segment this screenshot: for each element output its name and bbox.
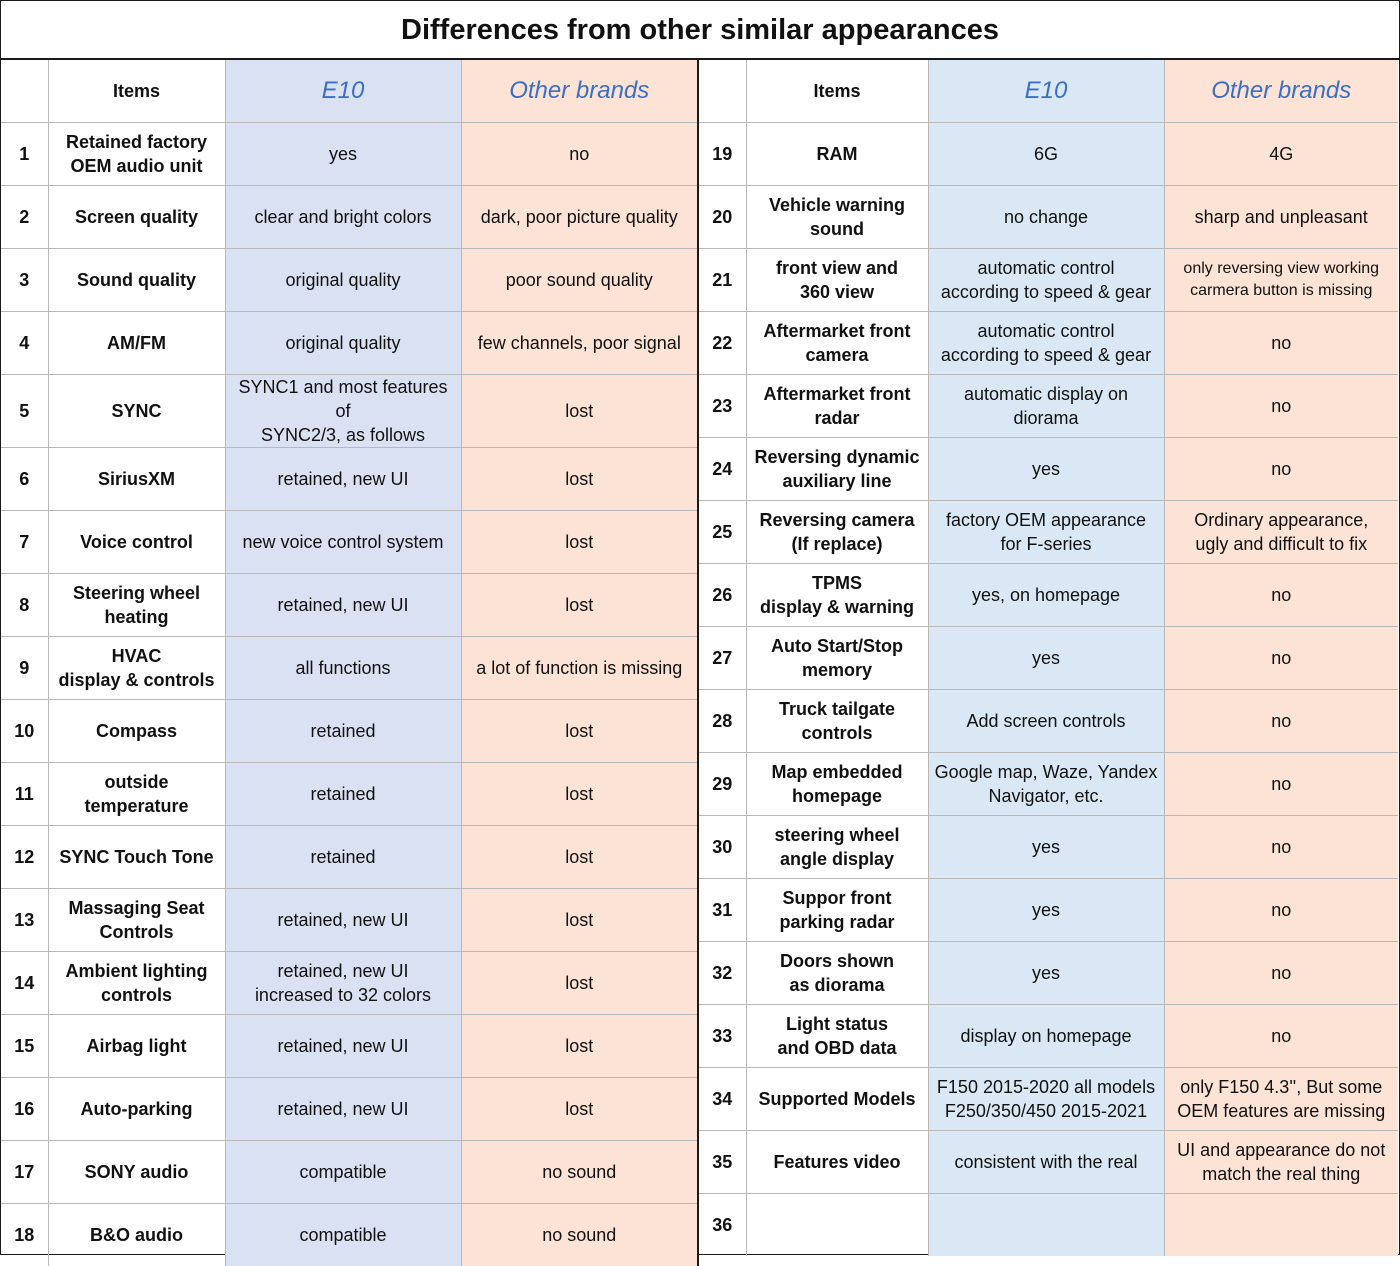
- row-item: Screen quality: [48, 186, 225, 249]
- row-number: 28: [699, 690, 746, 753]
- row-number: 19: [699, 123, 746, 186]
- row-item: Auto Start/Stop memory: [746, 627, 928, 690]
- row-other-value: lost: [461, 511, 698, 574]
- row-e10-value: SYNC1 and most features of SYNC2/3, as follows: [225, 375, 461, 448]
- table-row: [699, 186, 1398, 249]
- row-item: Voice control: [48, 511, 225, 574]
- row-e10-value: automatic display on diorama: [928, 375, 1164, 438]
- table-row: [699, 312, 1398, 375]
- row-number: 29: [699, 753, 746, 816]
- row-number: 31: [699, 879, 746, 942]
- row-other-value: sharp and unpleasant: [1164, 186, 1398, 249]
- row-item: Compass: [48, 700, 225, 763]
- table-row: [699, 249, 1398, 312]
- row-e10-value: yes: [928, 816, 1164, 879]
- row-item: HVAC display & controls: [48, 637, 225, 700]
- comparison-table-left: [1, 60, 699, 1266]
- row-item: Reversing dynamic auxiliary line: [746, 438, 928, 501]
- table-row: [699, 690, 1398, 753]
- row-item: outside temperature: [48, 763, 225, 826]
- table-row: [699, 627, 1398, 690]
- row-e10-value: retained, new UI: [225, 1015, 461, 1078]
- row-other-value: lost: [461, 1078, 698, 1141]
- row-number: 27: [699, 627, 746, 690]
- row-number: 11: [1, 763, 48, 826]
- row-other-value: no: [1164, 375, 1398, 438]
- table-row: [1, 448, 698, 511]
- row-item: Sound quality: [48, 249, 225, 312]
- header-e10: E10: [928, 60, 1164, 123]
- row-other-value: lost: [461, 375, 698, 448]
- row-item: Aftermarket front radar: [746, 375, 928, 438]
- row-e10-value: F150 2015-2020 all models F250/350/450 2015-2021: [928, 1068, 1164, 1131]
- header-items: Items: [746, 60, 928, 123]
- row-item: Retained factory OEM audio unit: [48, 123, 225, 186]
- row-other-value: dark, poor picture quality: [461, 186, 698, 249]
- row-other-value: no sound: [461, 1141, 698, 1204]
- header-other-brands: Other brands: [1164, 60, 1398, 123]
- row-number: 21: [699, 249, 746, 312]
- header-row: [699, 60, 1398, 123]
- row-e10-value: yes: [928, 627, 1164, 690]
- row-other-value: lost: [461, 1015, 698, 1078]
- row-item: AM/FM: [48, 312, 225, 375]
- row-number: 33: [699, 1005, 746, 1068]
- row-e10-value: compatible: [225, 1204, 461, 1266]
- row-number: 1: [1, 123, 48, 186]
- row-e10-value: clear and bright colors: [225, 186, 461, 249]
- table-row: [1, 312, 698, 375]
- row-e10-value: retained: [225, 826, 461, 889]
- row-number: 22: [699, 312, 746, 375]
- row-e10-value: [928, 1194, 1164, 1257]
- row-other-value: lost: [461, 448, 698, 511]
- table-row: [1, 186, 698, 249]
- row-number: 35: [699, 1131, 746, 1194]
- row-e10-value: retained: [225, 700, 461, 763]
- row-e10-value: retained, new UI increased to 32 colors: [225, 952, 461, 1015]
- row-item: Doors shown as diorama: [746, 942, 928, 1005]
- table-row: [1, 511, 698, 574]
- row-item: Light status and OBD data: [746, 1005, 928, 1068]
- row-item: Vehicle warning sound: [746, 186, 928, 249]
- row-e10-value: retained, new UI: [225, 448, 461, 511]
- row-item: Reversing camera (If replace): [746, 501, 928, 564]
- row-number: 23: [699, 375, 746, 438]
- row-other-value: lost: [461, 952, 698, 1015]
- row-item: [746, 1194, 928, 1257]
- row-number: 15: [1, 1015, 48, 1078]
- row-other-value: no: [1164, 753, 1398, 816]
- row-item: Auto-parking: [48, 1078, 225, 1141]
- row-other-value: few channels, poor signal: [461, 312, 698, 375]
- row-item: steering wheel angle display: [746, 816, 928, 879]
- row-item: Steering wheel heating: [48, 574, 225, 637]
- header-e10: E10: [225, 60, 461, 123]
- row-number: 24: [699, 438, 746, 501]
- row-number: 30: [699, 816, 746, 879]
- row-e10-value: yes: [928, 438, 1164, 501]
- row-other-value: no: [1164, 564, 1398, 627]
- row-number: 4: [1, 312, 48, 375]
- row-number: 8: [1, 574, 48, 637]
- header-num: [1, 60, 48, 123]
- table-row: [1, 249, 698, 312]
- row-item: B&O audio: [48, 1204, 225, 1266]
- row-other-value: no: [1164, 312, 1398, 375]
- row-e10-value: automatic control according to speed & gear: [928, 249, 1164, 312]
- row-number: 16: [1, 1078, 48, 1141]
- table-row: [1, 700, 698, 763]
- table-row: [1, 952, 698, 1015]
- row-e10-value: original quality: [225, 312, 461, 375]
- row-e10-value: retained, new UI: [225, 889, 461, 952]
- row-other-value: no: [1164, 1005, 1398, 1068]
- table-row: [699, 816, 1398, 879]
- row-e10-value: yes: [225, 123, 461, 186]
- row-number: 34: [699, 1068, 746, 1131]
- row-other-value: lost: [461, 763, 698, 826]
- row-number: 32: [699, 942, 746, 1005]
- table-row: [1, 826, 698, 889]
- row-item: SONY audio: [48, 1141, 225, 1204]
- row-other-value: no sound: [461, 1204, 698, 1266]
- row-other-value: only reversing view working carmera button is missing: [1164, 249, 1398, 312]
- row-e10-value: Add screen controls: [928, 690, 1164, 753]
- comparison-table-right: [699, 60, 1398, 1256]
- row-other-value: no: [1164, 690, 1398, 753]
- table-row: [1, 1015, 698, 1078]
- row-number: 13: [1, 889, 48, 952]
- row-number: 26: [699, 564, 746, 627]
- table-row: [1, 123, 698, 186]
- row-item: SYNC: [48, 375, 225, 448]
- row-item: Airbag light: [48, 1015, 225, 1078]
- table-row: [699, 753, 1398, 816]
- table-row: [699, 564, 1398, 627]
- row-item: SYNC Touch Tone: [48, 826, 225, 889]
- row-number: 10: [1, 700, 48, 763]
- row-item: RAM: [746, 123, 928, 186]
- table-row: [699, 438, 1398, 501]
- row-other-value: [1164, 1194, 1398, 1257]
- row-number: 18: [1, 1204, 48, 1266]
- row-other-value: no: [461, 123, 698, 186]
- row-e10-value: yes: [928, 879, 1164, 942]
- header-num: [699, 60, 746, 123]
- row-item: Massaging Seat Controls: [48, 889, 225, 952]
- row-other-value: lost: [461, 889, 698, 952]
- row-e10-value: yes, on homepage: [928, 564, 1164, 627]
- row-e10-value: Google map, Waze, Yandex Navigator, etc.: [928, 753, 1164, 816]
- row-e10-value: yes: [928, 942, 1164, 1005]
- row-e10-value: consistent with the real: [928, 1131, 1164, 1194]
- table-row: [699, 123, 1398, 186]
- row-number: 20: [699, 186, 746, 249]
- row-number: 9: [1, 637, 48, 700]
- table-row: [1, 889, 698, 952]
- row-item: TPMS display & warning: [746, 564, 928, 627]
- table-row: [1, 1204, 698, 1266]
- tables-container: [1, 60, 1399, 1254]
- row-e10-value: retained, new UI: [225, 1078, 461, 1141]
- row-other-value: lost: [461, 574, 698, 637]
- table-row: [699, 942, 1398, 1005]
- header-items: Items: [48, 60, 225, 123]
- row-number: 12: [1, 826, 48, 889]
- row-other-value: 4G: [1164, 123, 1398, 186]
- row-e10-value: compatible: [225, 1141, 461, 1204]
- row-item: Truck tailgate controls: [746, 690, 928, 753]
- row-number: 7: [1, 511, 48, 574]
- row-other-value: Ordinary appearance, ugly and difficult to fix: [1164, 501, 1398, 564]
- row-number: 5: [1, 375, 48, 448]
- row-other-value: UI and appearance do not match the real thing: [1164, 1131, 1398, 1194]
- header-row: [1, 60, 698, 123]
- row-e10-value: no change: [928, 186, 1164, 249]
- table-row: [699, 1068, 1398, 1131]
- row-number: 14: [1, 952, 48, 1015]
- page-title: Differences from other similar appearances: [1, 1, 1399, 60]
- row-number: 6: [1, 448, 48, 511]
- table-row: [1, 574, 698, 637]
- row-e10-value: automatic control according to speed & gear: [928, 312, 1164, 375]
- table-row: [1, 1141, 698, 1204]
- row-item: Aftermarket front camera: [746, 312, 928, 375]
- row-other-value: no: [1164, 942, 1398, 1005]
- row-e10-value: original quality: [225, 249, 461, 312]
- header-other-brands: Other brands: [461, 60, 698, 123]
- row-e10-value: new voice control system: [225, 511, 461, 574]
- row-other-value: lost: [461, 826, 698, 889]
- row-other-value: lost: [461, 700, 698, 763]
- row-item: Supported Models: [746, 1068, 928, 1131]
- table-row: [699, 501, 1398, 564]
- table-row: [699, 375, 1398, 438]
- table-row: [699, 1005, 1398, 1068]
- row-other-value: poor sound quality: [461, 249, 698, 312]
- row-item: Map embedded homepage: [746, 753, 928, 816]
- row-number: 36: [699, 1194, 746, 1257]
- table-row: [699, 1131, 1398, 1194]
- row-item: Ambient lighting controls: [48, 952, 225, 1015]
- row-other-value: a lot of function is missing: [461, 637, 698, 700]
- row-e10-value: retained, new UI: [225, 574, 461, 637]
- table-row: [699, 879, 1398, 942]
- table-row: [1, 637, 698, 700]
- row-number: 2: [1, 186, 48, 249]
- row-e10-value: 6G: [928, 123, 1164, 186]
- row-number: 3: [1, 249, 48, 312]
- table-row: [699, 1194, 1398, 1257]
- row-other-value: no: [1164, 627, 1398, 690]
- row-item: SiriusXM: [48, 448, 225, 511]
- row-number: 17: [1, 1141, 48, 1204]
- row-number: 25: [699, 501, 746, 564]
- row-other-value: no: [1164, 879, 1398, 942]
- table-row: [1, 375, 698, 448]
- row-item: front view and 360 view: [746, 249, 928, 312]
- row-e10-value: retained: [225, 763, 461, 826]
- row-e10-value: all functions: [225, 637, 461, 700]
- row-other-value: no: [1164, 438, 1398, 501]
- row-e10-value: display on homepage: [928, 1005, 1164, 1068]
- row-item: Suppor front parking radar: [746, 879, 928, 942]
- row-other-value: no: [1164, 816, 1398, 879]
- table-row: [1, 763, 698, 826]
- row-other-value: only F150 4.3'', But some OEM features are missing: [1164, 1068, 1398, 1131]
- row-item: Features video: [746, 1131, 928, 1194]
- table-row: [1, 1078, 698, 1141]
- row-e10-value: factory OEM appearance for F-series: [928, 501, 1164, 564]
